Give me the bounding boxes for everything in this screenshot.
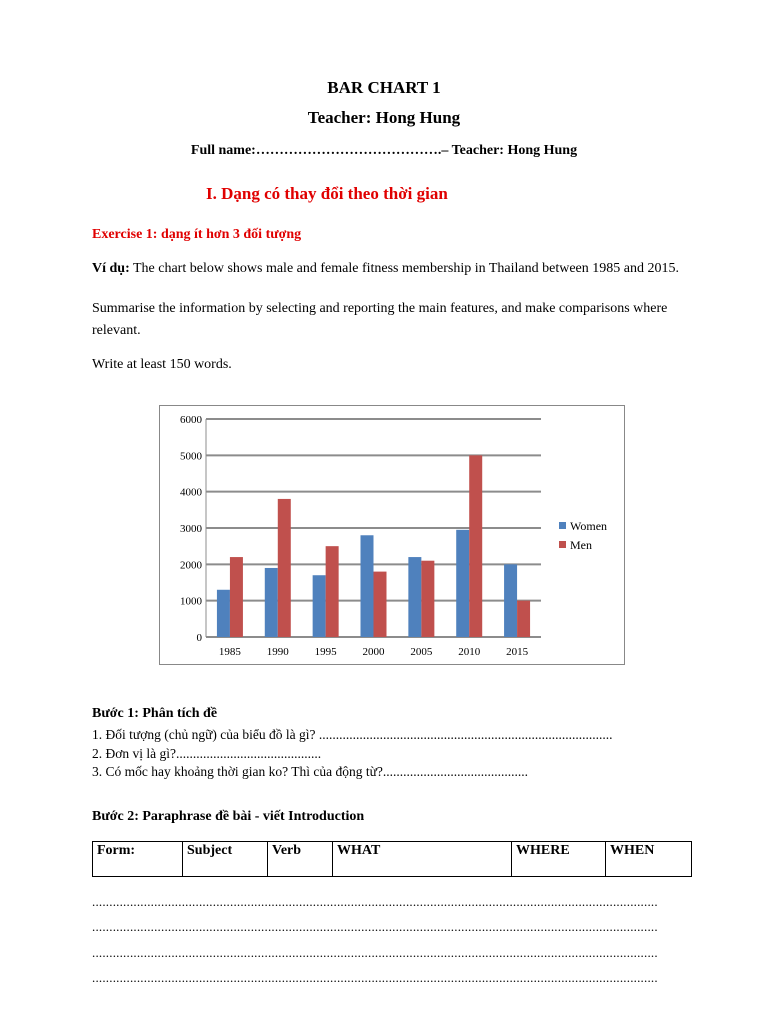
- answer-line[interactable]: ....................................................................................................................................................................: [92, 945, 658, 960]
- bar-men-1990: [278, 499, 291, 637]
- x-tick-label: 2000: [362, 646, 385, 658]
- teacher-name: Teacher: Hong Hung: [307, 108, 461, 127]
- bar-men-2005: [421, 561, 434, 637]
- bar-men-1985: [230, 557, 243, 637]
- y-tick-label: 4000: [180, 486, 202, 499]
- x-tick-label: 2005: [410, 646, 433, 658]
- y-tick-label: 2000: [180, 559, 202, 572]
- bar-men-1995: [326, 546, 339, 637]
- bar-women-2000: [361, 535, 374, 637]
- x-tick-label: 1995: [314, 646, 337, 658]
- bar-women-2010: [456, 530, 469, 637]
- question-3: 3. Có mốc hay khoảng thời gian ko? Thì của động từ?...........................................: [92, 764, 529, 779]
- bar-men-2015: [517, 601, 530, 637]
- exercise-title: Exercise 1: dạng ít hơn 3 đối tượng: [92, 227, 302, 242]
- table-row: [93, 842, 692, 877]
- y-tick-label: 6000: [180, 414, 202, 426]
- x-tick-label: 1990: [266, 646, 289, 658]
- y-tick-label: 5000: [180, 450, 202, 463]
- table-header-when: WHEN: [606, 842, 692, 877]
- bar-women-1995: [313, 575, 326, 637]
- word-count-note: Write at least 150 words.: [92, 357, 232, 372]
- bar-women-2005: [408, 557, 421, 637]
- x-tick-label: 1985: [218, 646, 241, 658]
- section-title: I. Dạng có thay đổi theo thời gian: [206, 184, 448, 203]
- page-title: BAR CHART 1: [327, 78, 441, 97]
- full-name-line: Full name:………………………………….– Teacher: Hong Hung: [190, 143, 578, 158]
- bar-women-1985: [217, 590, 230, 637]
- introduction-form-table: [92, 841, 692, 877]
- answer-line[interactable]: ....................................................................................................................................................................: [92, 919, 658, 934]
- instruction-paragraph: Summarise the information by selecting and reporting the main features, and make comparisons where relevant.: [92, 301, 668, 338]
- answer-line[interactable]: ....................................................................................................................................................................: [92, 970, 658, 985]
- x-tick-label: 2010: [458, 646, 481, 658]
- example-label: Ví dụ:: [92, 261, 130, 276]
- table-header-verb: Verb: [268, 842, 333, 877]
- y-tick-label: 1000: [180, 595, 202, 608]
- x-tick-label: 2015: [506, 646, 529, 658]
- answer-line[interactable]: ....................................................................................................................................................................: [92, 894, 658, 909]
- example-paragraph: [92, 257, 702, 281]
- question-2: 2. Đơn vị là gì?...........................................: [92, 746, 322, 761]
- step1-title: Bước 1: Phân tích đề: [92, 706, 218, 721]
- bar-men-2010: [469, 455, 482, 637]
- example-text: The chart below shows male and female fitness membership in Thailand between 1985 and 2015.: [129, 261, 679, 276]
- table-header-subject: Subject: [183, 842, 268, 877]
- y-tick-label: 3000: [180, 523, 202, 535]
- bar-women-1990: [265, 568, 278, 637]
- bar-men-2000: [374, 572, 387, 637]
- question-1: 1. Đối tượng (chủ ngữ) của biểu đồ là gì? .......................................................................................: [92, 727, 613, 742]
- bar-chart-svg: [160, 406, 624, 664]
- legend-swatch-women: [559, 522, 566, 529]
- legend-label-men: Men: [570, 538, 592, 552]
- legend-swatch-men: [559, 541, 566, 548]
- bar-chart: [159, 405, 625, 665]
- table-header-form: Form:: [93, 842, 183, 877]
- table-header-where: WHERE: [512, 842, 606, 877]
- step2-title: Bước 2: Paraphrase đề bài - viết Introduction: [92, 809, 365, 824]
- table-header-what: WHAT: [333, 842, 512, 877]
- legend-label-women: Women: [570, 519, 608, 533]
- bar-women-2015: [504, 564, 517, 637]
- y-tick-label: 0: [196, 632, 202, 644]
